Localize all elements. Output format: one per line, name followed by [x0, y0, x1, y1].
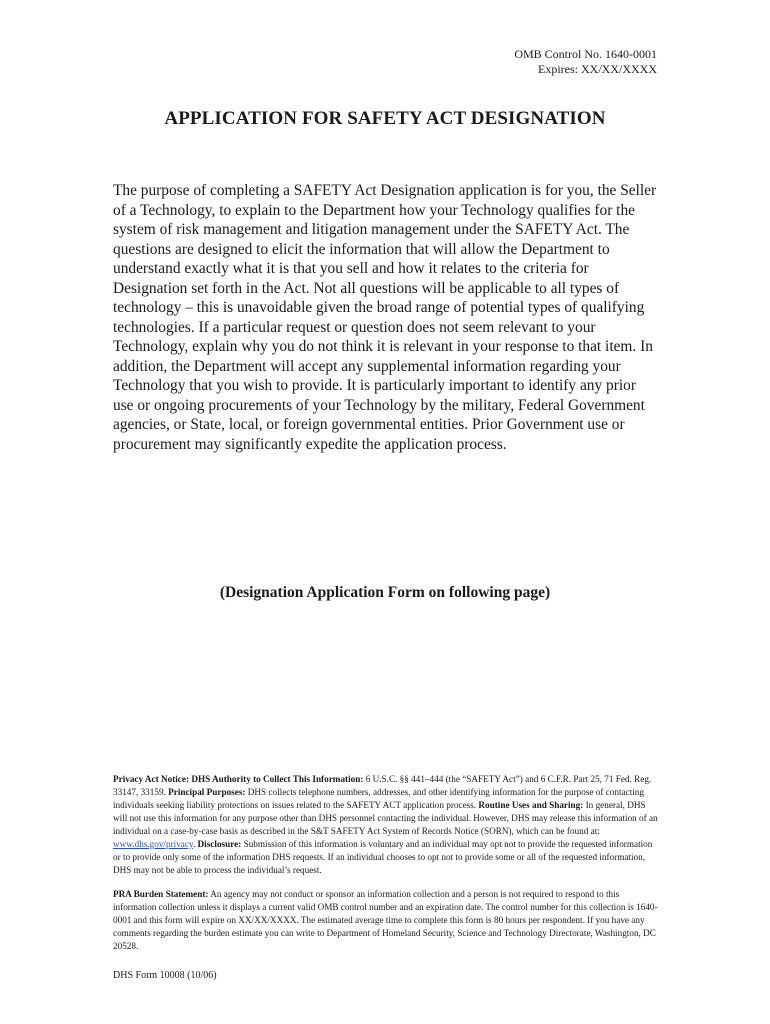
pra-label: PRA Burden Statement: [113, 889, 209, 899]
disclosure-text: Submission of this information is voluntary and an individual may opt not to provide the requested information or to provide only some of the information DHS requests. If an individual chooses to opt not to provide some or all of the requested information, DHS may not be able to process the individual’s request. [113, 839, 653, 875]
principal-purposes-label: Principal Purposes: [168, 787, 246, 797]
form-identifier: DHS Form 10008 (10/06) [113, 970, 217, 981]
expiration-date: Expires: XX/XX/XXXX [538, 62, 657, 76]
next-page-note: (Designation Application Form on following page) [219, 584, 551, 601]
pra-burden-statement [113, 888, 658, 953]
privacy-act-notice [113, 773, 658, 877]
after-link-text: . [192, 839, 198, 849]
routine-uses-label: Routine Uses and Sharing: [478, 800, 584, 810]
page-title: APPLICATION FOR SAFETY ACT DESIGNATION [164, 108, 606, 129]
purpose-paragraph: The purpose of completing a SAFETY Act Designation application is for you, the Seller of a Technology, to explain to the Department how your Technology qualifies for the system of risk management and litigation management under the SAFETY Act. The questions are designed to elicit the information that will allow the Department to understand exactly what it is that you sell and how it relates to the criteria for Designation set forth in the Act. Not all questions will be applicable to all types of technology – this is unavoidable given the broad range of potential types of qualifying technologies. If a particular request or question does not seem relevant to your Technology, explain why you do not think it is relevant in your response to that item. In addition, the Department will accept any supplemental information regarding your Technology that you wish to provide. It is particularly important to identify any prior use or ongoing procurements of your Technology by the military, Federal Government agencies, or State, local, or foreign governmental entities. Prior Government use or procurement may significantly expedite the application process. [113, 182, 657, 453]
privacy-heading: Privacy Act Notice: DHS Authority to Collect This Information: [113, 774, 364, 784]
routine-uses-text: In general, DHS will not use this information for any purpose other than DHS personnel contacting the individual. However, DHS may release this information of an individual on a case-by-case basis as described in the S&T SAFETY Act System of Records Notice (SORN), which can be found at: [113, 800, 658, 836]
privacy-link[interactable]: www.dhs.gov/privacy [113, 839, 193, 849]
disclosure-label: Disclosure: [197, 839, 242, 849]
pra-text: An agency may not conduct or sponsor an information collection and a person is not required to respond to this information collection unless it displays a current valid OMB control number and an expiration date. The control number for this collection is 1640-0001 and this form will expire on XX/XX/XXXX. The estimated average time to complete this form is 80 hours per respondent. If you have any comments regarding the burden estimate you can write to Department of Homeland Security, Science and Technology Directorate, Washington, DC 20528. [113, 889, 658, 951]
omb-control-block [514, 47, 657, 77]
principal-purposes-text: DHS collects telephone numbers, addresses, and other identifying information for the purpose of contacting individuals seeking liability protections on issues related to the SAFETY ACT application process. [113, 787, 644, 810]
privacy-authority-text: 6 U.S.C. §§ 441–444 (the “SAFETY Act”) and 6 C.F.R. Part 25, 71 Fed. Reg. 33147, 33159. [113, 774, 652, 797]
omb-control-number: OMB Control No. 1640-0001 [514, 47, 657, 61]
